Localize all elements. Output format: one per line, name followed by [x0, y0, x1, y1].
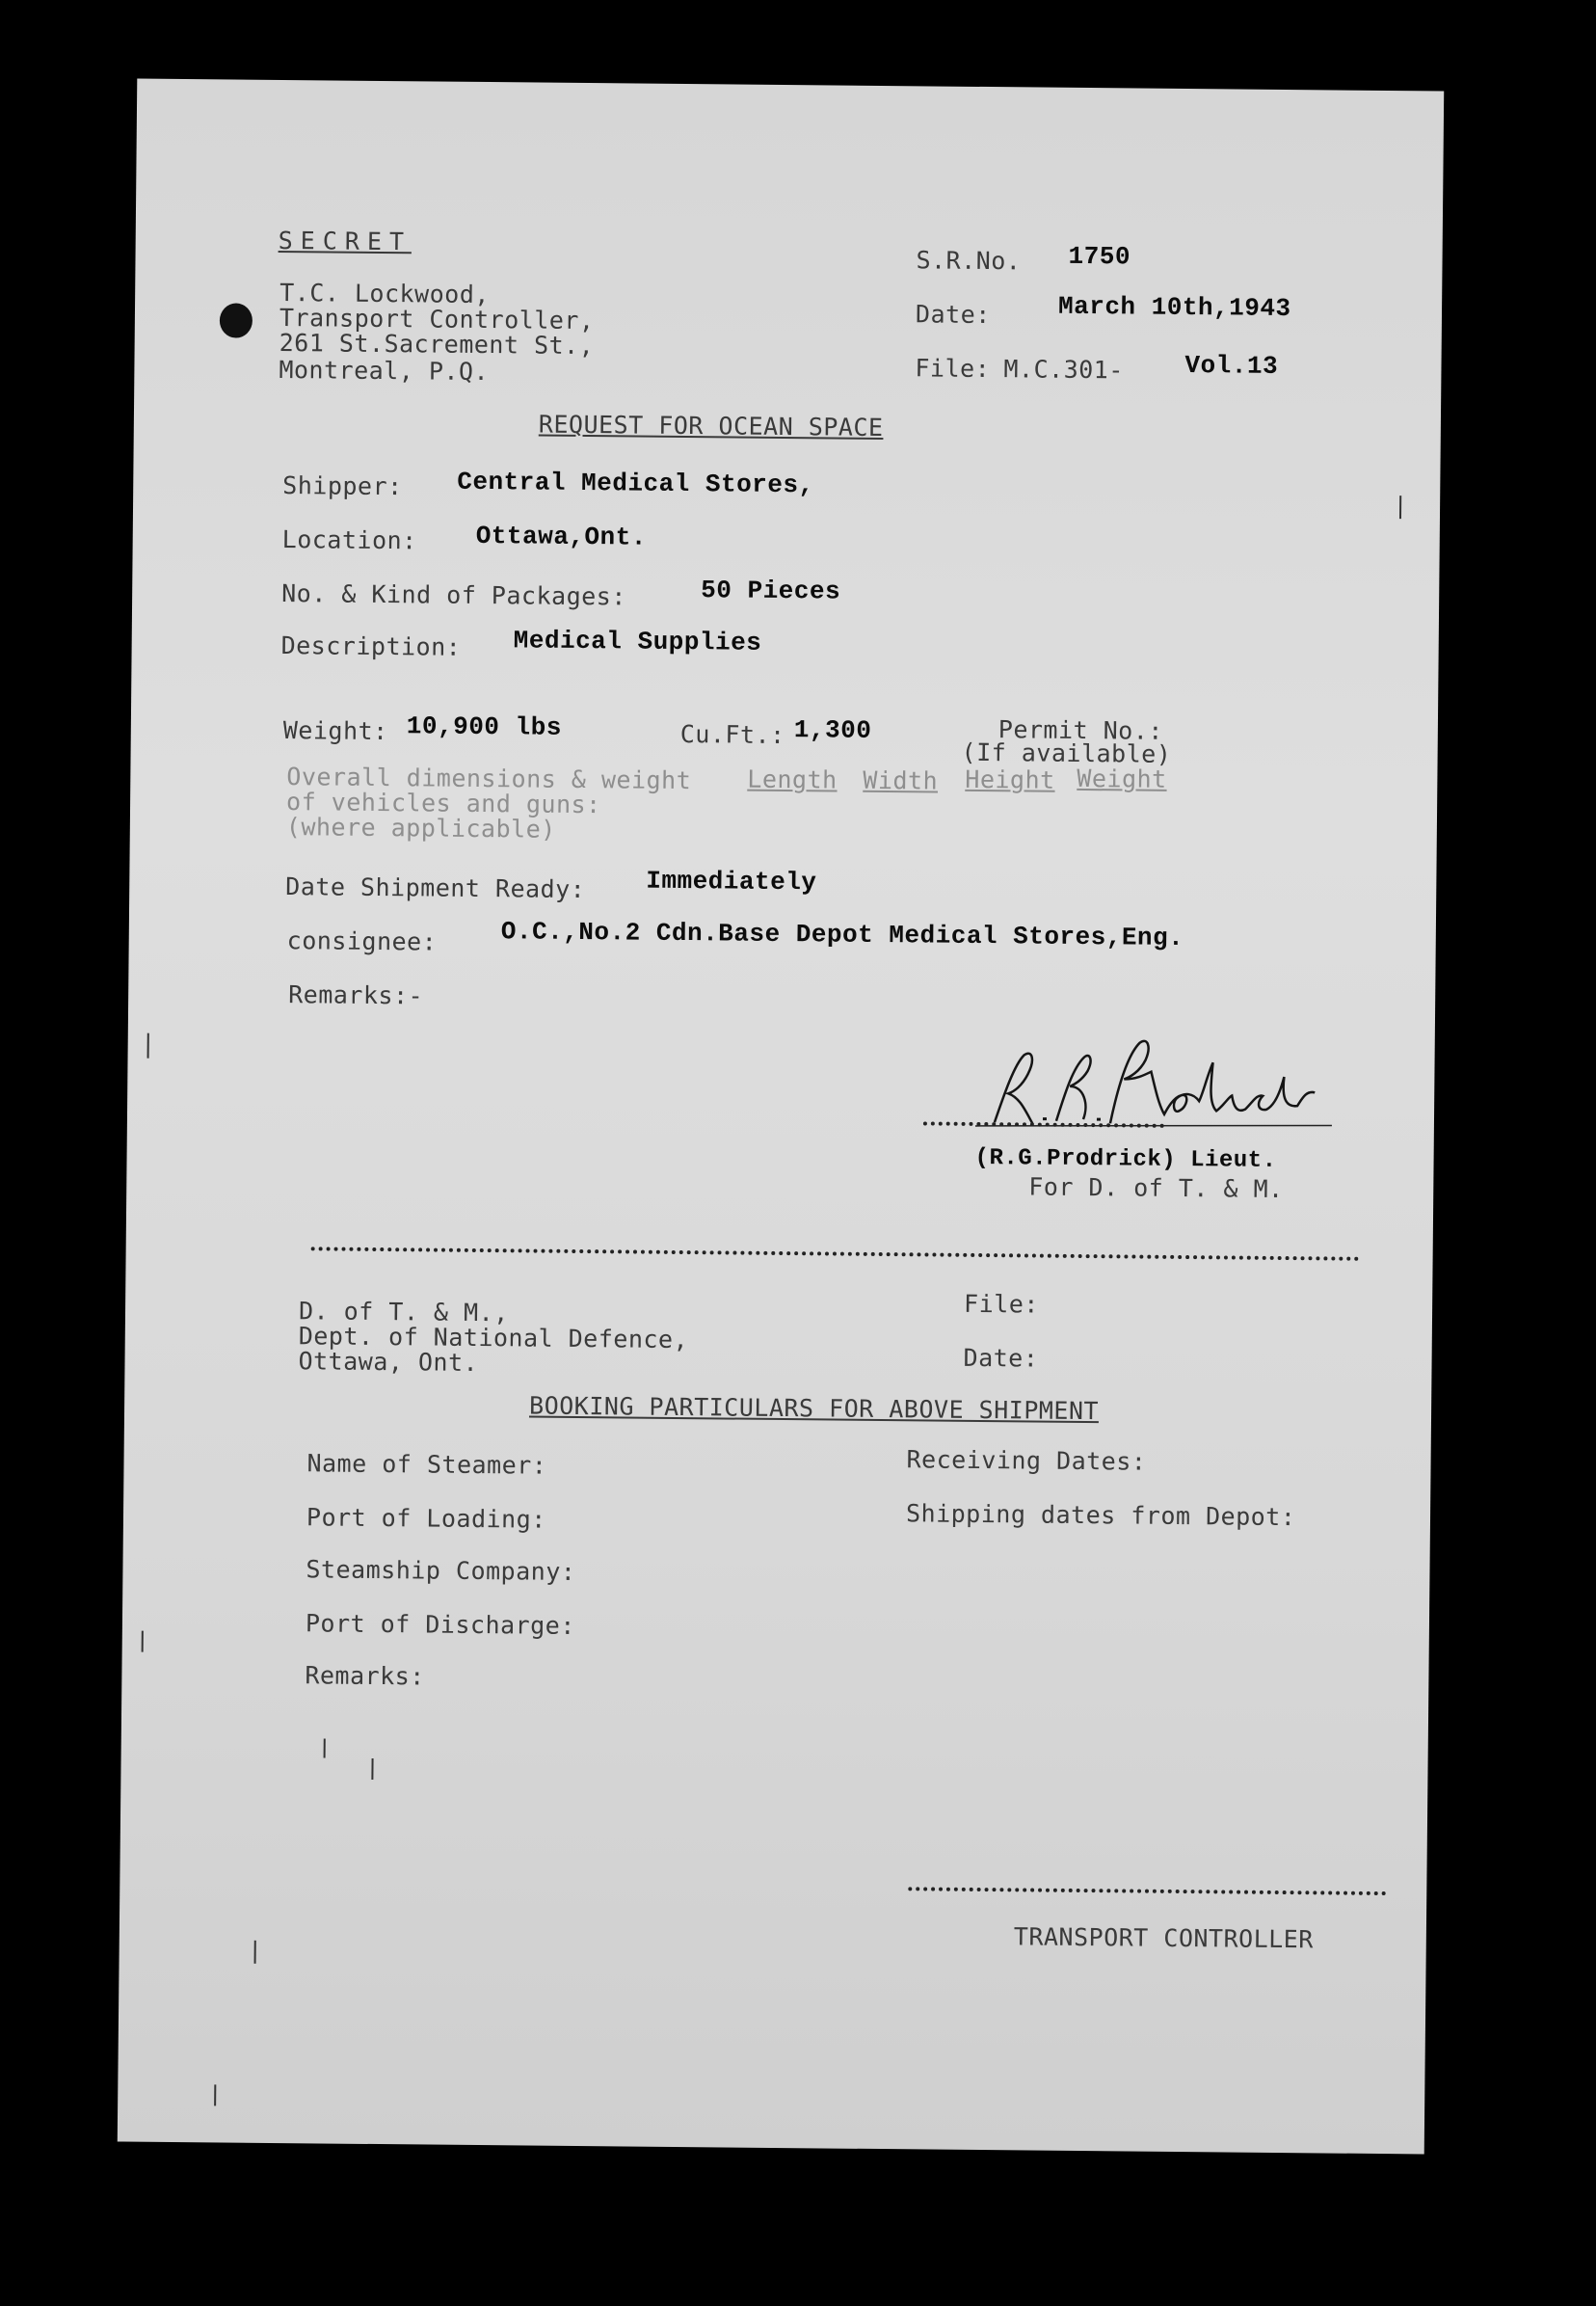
file-label: File: [915, 354, 991, 384]
consignee-label: consignee: [286, 926, 438, 956]
receiving-dates-label: Receiving Dates: [906, 1445, 1147, 1476]
dims-col-height: Height [965, 764, 1055, 794]
steamer-label: Name of Steamer: [306, 1449, 547, 1480]
permit-note: (If available) [961, 737, 1172, 768]
booking-remarks-label: Remarks: [305, 1661, 425, 1691]
sr-number-label: S.R.No. [916, 246, 1022, 276]
sender-line-1: T.C. Lockwood, [279, 278, 491, 309]
file-volume: Vol.13 [1184, 350, 1279, 381]
signature-for: For D. of T. & M. [1028, 1172, 1284, 1204]
stray-mark [1399, 496, 1401, 519]
location-value: Ottawa,Ont. [475, 521, 648, 552]
request-title: REQUEST FOR OCEAN SPACE [538, 410, 884, 442]
dims-line-3: (where applicable) [285, 813, 556, 844]
shipping-dates-label: Shipping dates from Depot: [905, 1499, 1296, 1532]
addressee-line-2: Dept. of National Defence, [298, 1322, 689, 1354]
document-page [118, 79, 1444, 2155]
port-discharge-label: Port of Discharge: [305, 1609, 575, 1640]
stray-mark [371, 1758, 373, 1780]
sender-line-4: Montreal, P.Q. [279, 355, 490, 387]
ready-value: Immediately [646, 866, 817, 898]
section-divider [311, 1247, 1360, 1260]
ready-label: Date Shipment Ready: [285, 872, 586, 904]
weight-value: 10,900 lbs [406, 711, 563, 742]
stray-mark [254, 1941, 256, 1964]
handwritten-signature [975, 1035, 1343, 1145]
location-label: Location: [281, 525, 417, 555]
sender-line-2: Transport Controller, [279, 303, 595, 335]
shipper-value: Central Medical Stores, [457, 467, 814, 500]
dims-col-length: Length [747, 764, 838, 794]
packages-value: 50 Pieces [701, 576, 841, 606]
cuft-label: Cu.Ft.: [679, 719, 785, 750]
stray-mark [147, 1033, 149, 1059]
sr-number-value: 1750 [1068, 241, 1131, 272]
booking-title: BOOKING PARTICULARS FOR ABOVE SHIPMENT [528, 1391, 1100, 1426]
controller-signature-line [908, 1887, 1386, 1895]
ink-blot [220, 303, 253, 337]
consignee-value: O.C.,No.2 Cdn.Base Depot Medical Stores,Eng. [500, 917, 1184, 953]
packages-label: No. & Kind of Packages: [281, 579, 626, 611]
addressee-line-3: Ottawa, Ont. [298, 1347, 479, 1377]
date-label: Date: [915, 300, 991, 330]
signature-name: (R.G.Prodrick) Lieut. [974, 1144, 1277, 1174]
booking-date-label: Date: [963, 1343, 1039, 1373]
date-value: March 10th,1943 [1057, 291, 1291, 324]
dims-line-1: Overall dimensions & weight [286, 763, 692, 795]
dims-col-width: Width [863, 765, 939, 795]
weight-label: Weight: [282, 716, 388, 746]
controller-title: TRANSPORT CONTROLLER [1013, 1922, 1314, 1954]
addressee-line-1: D. of T. & M., [298, 1297, 509, 1327]
file-prefix: M.C.301- [1003, 355, 1125, 385]
shipper-label: Shipper: [282, 471, 403, 501]
dims-col-weight: Weight [1077, 764, 1167, 793]
stray-mark [214, 2084, 216, 2105]
sender-line-3: 261 St.Sacrement St., [279, 328, 595, 361]
remarks-label: Remarks:- [288, 980, 424, 1010]
dims-line-2: of vehicles and guns: [285, 788, 601, 819]
booking-file-label: File: [964, 1289, 1040, 1319]
stray-mark [142, 1631, 144, 1652]
steamship-company-label: Steamship Company: [306, 1555, 576, 1586]
description-label: Description: [280, 631, 462, 661]
port-loading-label: Port of Loading: [306, 1503, 546, 1534]
classification-mark: SECRET [278, 226, 412, 256]
permit-label: Permit No.: [998, 715, 1164, 745]
description-value: Medical Supplies [513, 626, 762, 657]
stray-mark [324, 1738, 326, 1757]
cuft-value: 1,300 [793, 715, 872, 745]
